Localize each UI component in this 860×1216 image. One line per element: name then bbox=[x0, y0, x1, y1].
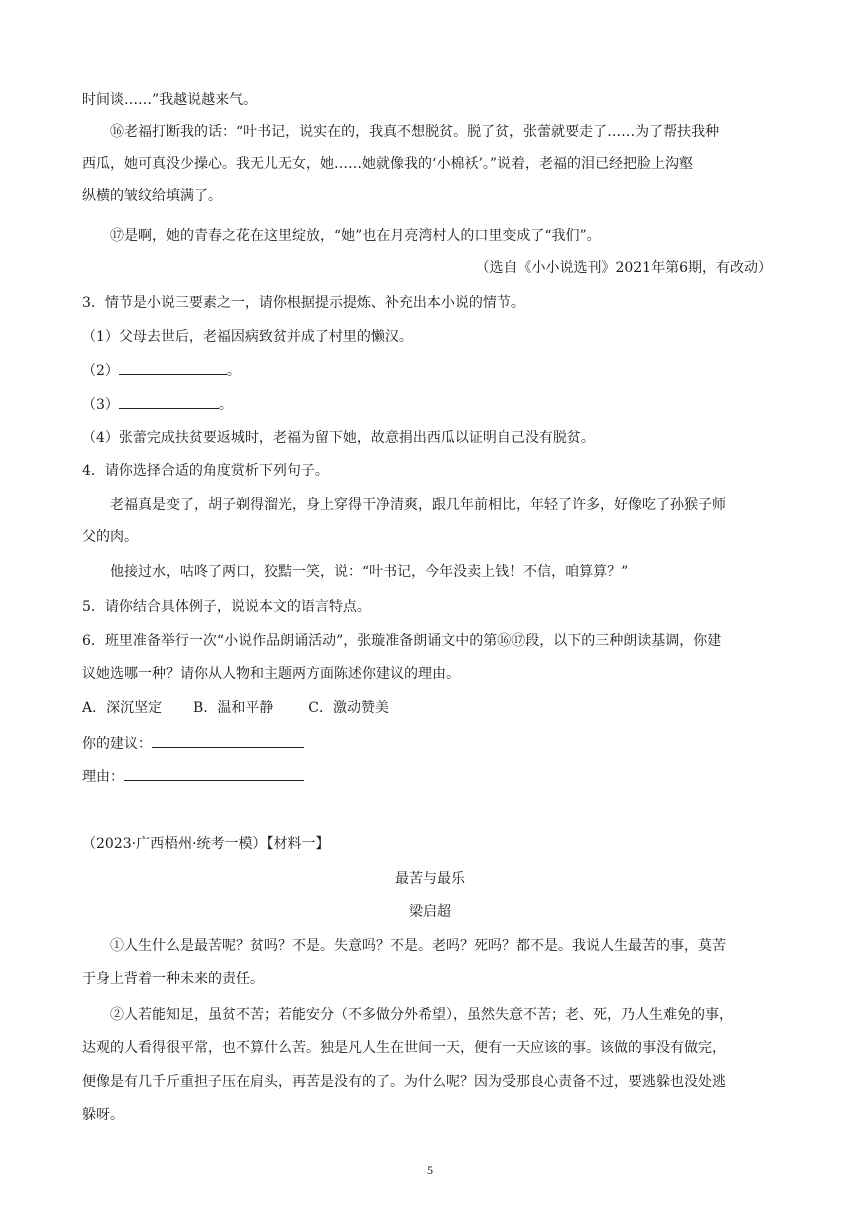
material-p2-line-3: 便像是有几千斤重担子压在肩头，再苦是没有的了。为什么呢？因为受那良心责备不过，要逃躲也没处逃 bbox=[82, 1074, 726, 1090]
q5-stem: 5．请你结合具体例子，说说本文的语言特点。 bbox=[82, 599, 371, 615]
material-title: 最苦与最乐 bbox=[395, 871, 465, 887]
story-source: （选自《小小说选刊》2021年第6期，有改动） bbox=[475, 260, 772, 276]
story-p16-line-3: 纵横的皱纹给填满了。 bbox=[82, 188, 222, 204]
q3-stem: 3．情节是小说三要素之一，请你根据提示提炼、补充出本小说的情节。 bbox=[82, 295, 525, 311]
q3-item-3-blank[interactable] bbox=[119, 394, 219, 409]
q6-reason bbox=[82, 766, 782, 787]
q6-suggestion-blank[interactable] bbox=[152, 733, 304, 748]
q6-suggestion bbox=[82, 733, 782, 754]
story-line-top: 时间谈……”我越说越来气。 bbox=[82, 92, 258, 108]
material-p2-line-4: 躲呀。 bbox=[82, 1107, 124, 1123]
q3-item-3-prefix: （3） bbox=[82, 397, 119, 413]
q3-item-2 bbox=[82, 360, 782, 381]
material-p2-line-1: ②人若能知足，虽贫不苦；若能安分（不多做分外希望），虽然失意不苦；老、死，乃人生难免的事， bbox=[110, 1007, 733, 1023]
q6-suggestion-label: 你的建议： bbox=[82, 736, 152, 752]
q4-sentence-1-line-2: 父的肉。 bbox=[82, 529, 138, 545]
page-number: 5 bbox=[427, 1163, 433, 1177]
q6-options bbox=[82, 698, 782, 718]
q3-item-2-blank[interactable] bbox=[119, 360, 227, 375]
q3-item-3 bbox=[82, 394, 782, 415]
q4-sentence-1-line-1: 老福真是变了，胡子剃得溜光，身上穿得干净清爽，跟几年前相比，年轻了许多，好像吃了孙猴子师 bbox=[110, 497, 726, 513]
q6-option-c[interactable]: C．激动赞美 bbox=[308, 700, 389, 716]
q3-item-2-suffix: 。 bbox=[226, 363, 241, 379]
material-p2-line-2: 达观的人看得很平常，也不算什么苦。独是凡人生在世间一天，便有一天应该的事。该做的事没有做完， bbox=[82, 1040, 726, 1056]
q6-stem-line-1: 6．班里准备举行一次“小说作品朗诵活动”，张璇准备朗诵文中的第⑯⑰段，以下的三种朗读基调，你建 bbox=[82, 633, 722, 649]
material-p1-line-1: ①人生什么是最苦呢？贫吗？不是。失意吗？不是。老吗？死吗？都不是。我说人生最苦的事，莫苦 bbox=[110, 938, 726, 954]
q6-reason-blank[interactable] bbox=[124, 766, 304, 781]
q3-item-4: （4）张蕾完成扶贫要返城时，老福为留下她，故意捐出西瓜以证明自己没有脱贫。 bbox=[82, 430, 595, 446]
story-p17: ⑰是啊，她的青春之花在这里绽放，“她”也在月亮湾村人的口里变成了“我们”。 bbox=[110, 228, 601, 244]
story-p16-line-1: ⑯老福打断我的话：“叶书记，说实在的，我真不想脱贫。脱了贫，张蕾就要走了……为了帮扶我种 bbox=[110, 124, 720, 140]
q6-stem-line-2: 议她选哪一种？请你从人物和主题两方面陈述你建议的理由。 bbox=[82, 666, 460, 682]
q3-item-1: （1）父母去世后，老福因病致贫并成了村里的懒汉。 bbox=[82, 329, 413, 345]
material-author: 梁启超 bbox=[409, 904, 451, 920]
q6-reason-label: 理由： bbox=[82, 769, 124, 785]
q6-option-a[interactable]: A．深沉坚定 bbox=[82, 700, 163, 716]
q3-item-3-suffix: 。 bbox=[218, 397, 233, 413]
story-p16-line-2: 西瓜，她可真没少操心。我无儿无女，她……她就像我的‘小棉袄’。”说着，老福的泪已经把脸上沟壑 bbox=[82, 156, 694, 172]
q6-option-b[interactable]: B．温和平静 bbox=[193, 700, 274, 716]
q3-item-2-prefix: （2） bbox=[82, 363, 119, 379]
q4-sentence-2: 他接过水，咕咚了两口，狡黠一笑，说：“叶书记，今年没卖上钱！不信，咱算算？” bbox=[110, 564, 629, 580]
material-header: （2023·广西梧州·统考一模）【材料一】 bbox=[82, 836, 330, 852]
material-p1-line-2: 于身上背着一种未来的责任。 bbox=[82, 971, 264, 987]
q4-stem: 4．请你选择合适的角度赏析下列句子。 bbox=[82, 463, 329, 479]
